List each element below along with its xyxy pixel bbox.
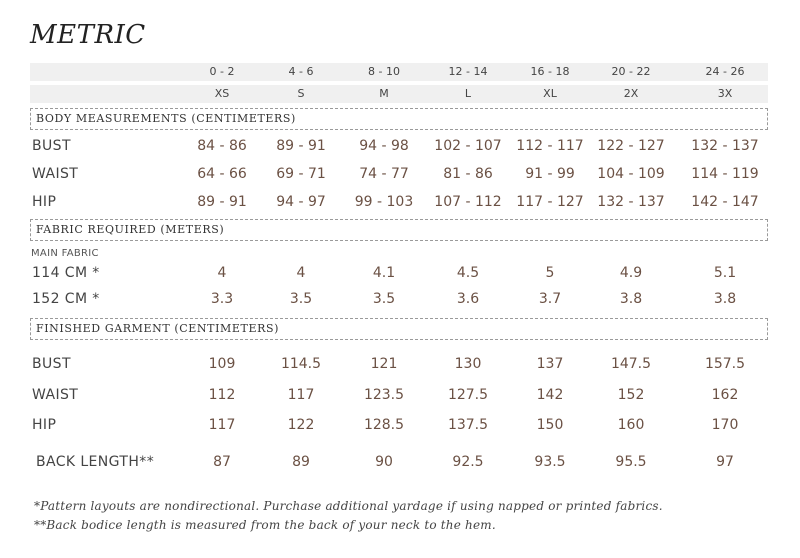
table-cell: 3.5 <box>372 291 396 307</box>
table-cell: 4 <box>296 265 306 281</box>
size-range: 12 - 14 <box>448 65 488 78</box>
table-cell: 3.5 <box>289 291 313 307</box>
table-cell: 69 - 71 <box>276 166 326 182</box>
table-cell: 104 - 109 <box>597 166 665 182</box>
table-cell: 162 <box>711 387 739 403</box>
table-cell: 132 - 137 <box>597 194 665 210</box>
table-cell: 4.5 <box>456 265 480 281</box>
table-cell: 157.5 <box>704 356 746 372</box>
table-cell: 121 <box>370 356 398 372</box>
table-cell: 142 - 147 <box>691 194 759 210</box>
table-cell: 130 <box>454 356 482 372</box>
table-cell: 122 - 127 <box>597 138 665 154</box>
table-cell: 152 <box>617 387 645 403</box>
section-fabric-required <box>30 219 768 241</box>
size-letter: S <box>297 87 305 100</box>
table-cell: 5.1 <box>713 265 737 281</box>
table-cell: 64 - 66 <box>197 166 247 182</box>
table-cell: 90 <box>375 454 393 470</box>
table-cell: 117 <box>287 387 315 403</box>
table-cell: 99 - 103 <box>354 194 414 210</box>
table-cell: 5 <box>545 265 555 281</box>
size-range: 0 - 2 <box>209 65 235 78</box>
table-cell: 3.8 <box>619 291 643 307</box>
main-fabric-subheading: MAIN FABRIC <box>31 248 99 259</box>
section-title: FABRIC REQUIRED (METERS) <box>36 223 225 236</box>
table-cell: 94 - 97 <box>276 194 326 210</box>
table-cell: 93.5 <box>534 454 566 470</box>
size-range: 4 - 6 <box>288 65 314 78</box>
size-letter: L <box>464 87 472 100</box>
page-title: METRIC <box>30 20 146 50</box>
table-cell: 89 - 91 <box>276 138 326 154</box>
table-cell: 4.9 <box>619 265 643 281</box>
table-cell: 91 - 99 <box>525 166 575 182</box>
section-title: BODY MEASUREMENTS (CENTIMETERS) <box>36 112 296 125</box>
table-cell: 81 - 86 <box>443 166 493 182</box>
size-range: 20 - 22 <box>611 65 651 78</box>
table-cell: 114.5 <box>280 356 322 372</box>
table-cell: 128.5 <box>363 417 405 433</box>
table-cell: 137.5 <box>447 417 489 433</box>
footnote-2: **Back bodice length is measured from the back of your neck to the hem. <box>34 518 496 532</box>
table-cell: 74 - 77 <box>359 166 409 182</box>
table-cell: 4 <box>217 265 227 281</box>
size-range: 16 - 18 <box>530 65 570 78</box>
row-label: WAIST <box>32 387 79 403</box>
table-cell: 3.6 <box>456 291 480 307</box>
table-cell: 109 <box>208 356 236 372</box>
table-cell: 160 <box>617 417 645 433</box>
table-cell: 89 - 91 <box>197 194 247 210</box>
table-cell: 117 <box>208 417 236 433</box>
table-cell: 127.5 <box>447 387 489 403</box>
size-range: 8 - 10 <box>368 65 400 78</box>
table-cell: 4.1 <box>372 265 396 281</box>
table-cell: 122 <box>287 417 315 433</box>
table-cell: 112 - 117 <box>516 138 584 154</box>
size-letter: XL <box>543 87 557 100</box>
size-letter: XS <box>214 87 230 100</box>
table-cell: 114 - 119 <box>691 166 759 182</box>
size-letter: M <box>379 87 389 100</box>
table-cell: 137 <box>536 356 564 372</box>
table-cell: 89 <box>292 454 310 470</box>
table-cell: 84 - 86 <box>197 138 247 154</box>
table-cell: 102 - 107 <box>434 138 502 154</box>
row-label: 114 CM * <box>32 265 100 281</box>
section-body-measurements <box>30 108 768 130</box>
table-cell: 95.5 <box>615 454 647 470</box>
row-label: 152 CM * <box>32 291 100 307</box>
row-label: HIP <box>32 194 57 210</box>
row-label: BUST <box>32 356 71 372</box>
table-cell: 112 <box>208 387 236 403</box>
table-cell: 94 - 98 <box>359 138 409 154</box>
table-cell: 97 <box>716 454 734 470</box>
footnote-1: *Pattern layouts are nondirectional. Purchase additional yardage if using napped or printed fabrics. <box>34 499 663 513</box>
table-cell: 147.5 <box>610 356 652 372</box>
section-finished-garment <box>30 318 768 340</box>
table-cell: 150 <box>536 417 564 433</box>
table-cell: 170 <box>711 417 739 433</box>
table-cell: 142 <box>536 387 564 403</box>
table-cell: 132 - 137 <box>691 138 759 154</box>
table-cell: 117 - 127 <box>516 194 584 210</box>
row-label: BUST <box>32 138 71 154</box>
size-range: 24 - 26 <box>705 65 745 78</box>
table-cell: 92.5 <box>452 454 484 470</box>
size-letter: 2X <box>623 87 639 100</box>
row-label: WAIST <box>32 166 79 182</box>
size-letter: 3X <box>717 87 733 100</box>
table-cell: 87 <box>213 454 231 470</box>
table-cell: 3.3 <box>210 291 234 307</box>
table-cell: 123.5 <box>363 387 405 403</box>
row-label: BACK LENGTH** <box>36 454 155 470</box>
table-cell: 3.7 <box>538 291 562 307</box>
table-cell: 107 - 112 <box>434 194 502 210</box>
section-title: FINISHED GARMENT (CENTIMETERS) <box>36 322 280 335</box>
table-cell: 3.8 <box>713 291 737 307</box>
row-label: HIP <box>32 417 57 433</box>
